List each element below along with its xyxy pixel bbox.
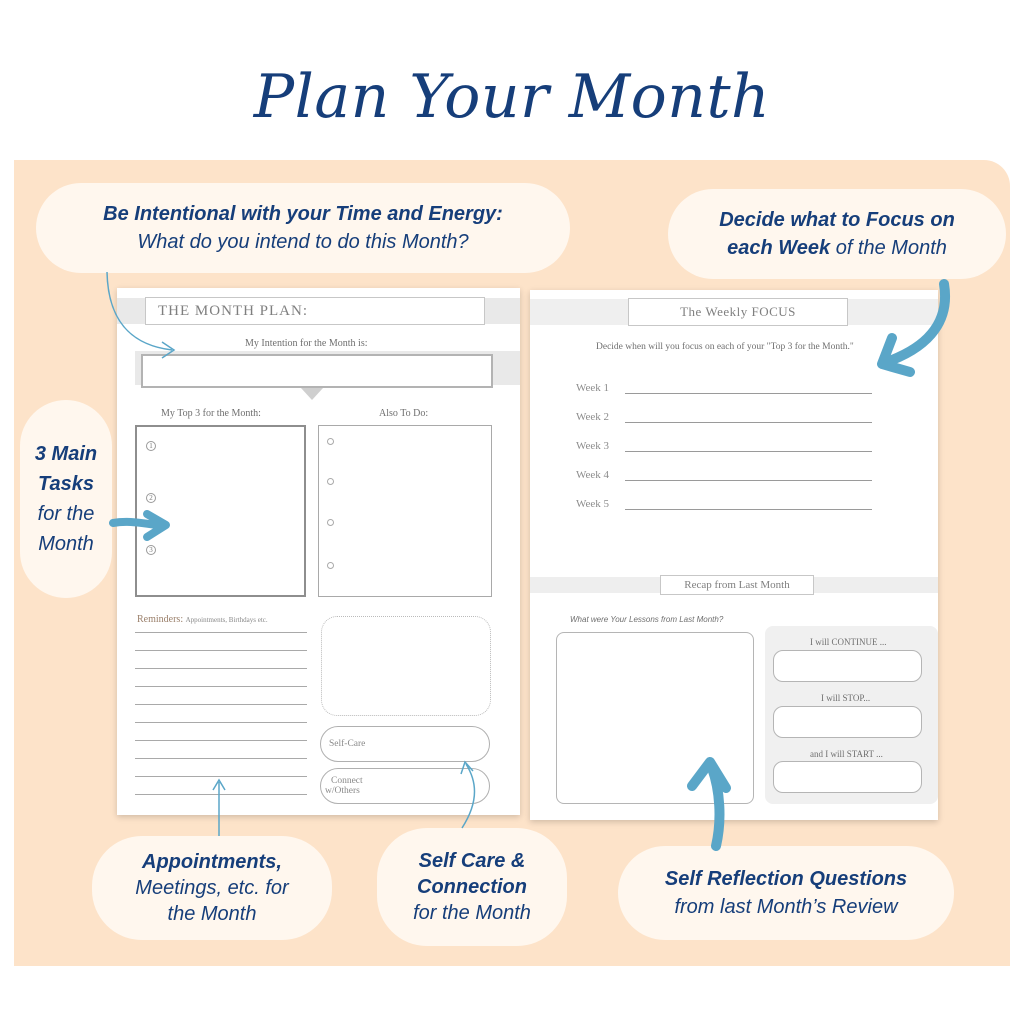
start-label: and I will START ... xyxy=(810,749,883,759)
focus-rest: of the Month xyxy=(830,237,947,259)
reminders-subtitle: Appointments, Birthdays etc. xyxy=(185,616,268,624)
weekly-instruction: Decide when will you focus on each of your "Top 3 for the Month." xyxy=(596,342,854,352)
connect-line-1: Connect xyxy=(331,776,363,786)
top3-label: My Top 3 for the Month: xyxy=(161,408,261,419)
month-plan-header-text: THE MONTH PLAN: xyxy=(158,302,308,319)
intentional-title: Be Intentional with your Time and Energy: xyxy=(103,203,503,225)
continue-label: I will CONTINUE ... xyxy=(810,637,887,647)
tasks-line-1: 3 Main xyxy=(34,443,98,465)
week-label: Week 5 xyxy=(576,498,610,510)
connect-line-2: w/Others xyxy=(325,786,360,796)
number-badge: 1 xyxy=(146,441,156,451)
week-label: Week 3 xyxy=(576,440,610,452)
week-label: Week 1 xyxy=(576,382,610,394)
focus-bold-week: each Week xyxy=(727,237,831,259)
selfcare-line1: Self Care & xyxy=(418,850,526,872)
appointments-title: Appointments, xyxy=(142,851,282,873)
weekly-focus-header-text: The Weekly FOCUS xyxy=(680,304,796,319)
self-care-text: Self-Care xyxy=(329,739,366,749)
tasks-line-3: for the xyxy=(37,503,95,525)
number-badge: 3 xyxy=(146,545,156,555)
also-todo-label: Also To Do: xyxy=(379,408,429,419)
number-badge: 2 xyxy=(146,493,156,503)
selfcare-line2: Connection xyxy=(417,876,527,898)
appointments-line3: the Month xyxy=(167,903,257,925)
week-label: Week 4 xyxy=(576,469,610,481)
recap-header-text: Recap from Last Month xyxy=(684,579,790,591)
appointments-line2: Meetings, etc. for xyxy=(135,877,289,899)
stop-label: I will STOP... xyxy=(821,693,871,703)
tasks-line-2: Tasks xyxy=(38,473,94,495)
intentional-text: What do you intend to do this Month? xyxy=(137,231,469,253)
lessons-label: What were Your Lessons from Last Month? xyxy=(570,615,724,624)
selfcare-line3: for the Month xyxy=(413,902,531,924)
focus-title: Decide what to Focus on xyxy=(719,209,955,231)
intention-label: My Intention for the Month is: xyxy=(245,338,368,349)
reflection-text: from last Month’s Review xyxy=(674,896,898,918)
reflection-title: Self Reflection Questions xyxy=(664,868,908,890)
week-label: Week 2 xyxy=(576,411,610,423)
reminders-title: Reminders: xyxy=(137,614,184,625)
page-title: Plan Your Month xyxy=(253,62,771,132)
tasks-line-4: Month xyxy=(38,533,94,555)
